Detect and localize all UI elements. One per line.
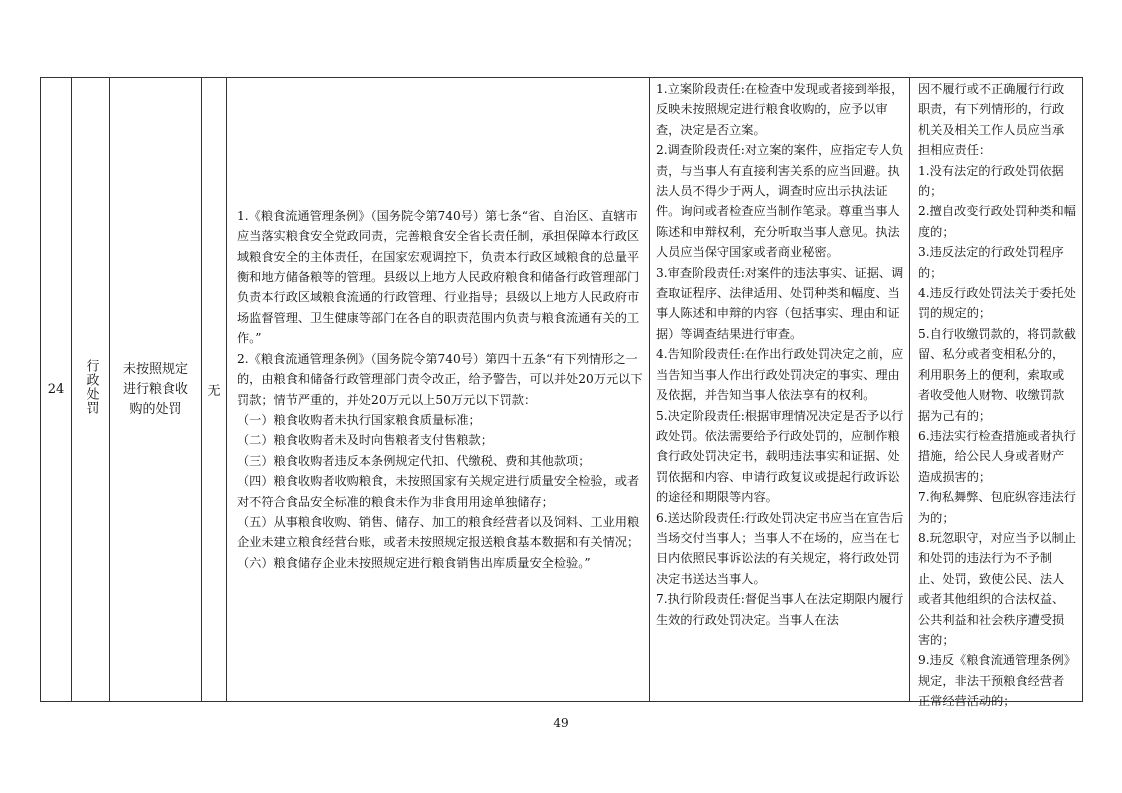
item-name-cell bbox=[110, 78, 202, 702]
accountability-item: 1.没有法定的行政处罚依据的； bbox=[918, 163, 1064, 199]
accountability-list bbox=[918, 78, 1076, 709]
accountability-cell bbox=[910, 78, 1083, 709]
sub-item-cell bbox=[202, 78, 227, 702]
responsibility-item: 4.告知阶段责任:在作出行政处罚决定之前，应当告知当事人作出行政处罚决定的事实、理由及依据，并告知当事人依法享有的权利。 bbox=[656, 347, 904, 403]
document-table bbox=[40, 77, 1083, 709]
table-row bbox=[41, 78, 1083, 702]
accountability-item: 6.违法实行检查措施或者执行措施，给公民人身或者财产造成损害的； bbox=[918, 428, 1076, 484]
legal-basis-cell bbox=[227, 78, 650, 702]
accountability-item: 3.违反法定的行政处罚程序的； bbox=[918, 245, 1064, 280]
accountability-item: 7.徇私舞弊、包庇纵容违法行为的； bbox=[918, 490, 1076, 525]
basis-paragraph: （一）粮食收购者未执行国家粮食质量标准； bbox=[237, 412, 481, 427]
sub-item-text: 无 bbox=[207, 384, 221, 399]
category-cell bbox=[72, 78, 110, 702]
basis-paragraph: （五）从事粮食收购、销售、储存、加工的粮食经营者以及饲料、工业用粮企业未建立粮食经营台账，或者未按照规定报送粮食基本数据和有关情况； bbox=[237, 514, 640, 550]
responsibility-item: 3.审查阶段责任:对案件的违法事实、证据、调查取证程序、法律适用、处罚种类和幅度、当事人陈述和申辩的内容（包括事实、理由和证据）等调查结果进行审查。 bbox=[656, 265, 904, 341]
responsibility-item: 6.送达阶段责任:行政处罚决定书应当在宣告后当场交付当事人；当事人不在场的，应当在七日内依照民事诉讼法的有关规定，将行政处罚决定书送达当事人。 bbox=[656, 510, 904, 586]
row-number bbox=[41, 78, 72, 702]
responsibility-list bbox=[656, 78, 905, 701]
basis-paragraph: （六）粮食储存企业未按照规定进行粮食销售出库质量安全检验。” bbox=[237, 555, 591, 570]
responsibility-item: 1.立案阶段责任:在检查中发现或者接到举报，反映未按照规定进行粮食收购的，应予以审查，决定是否立案。 bbox=[656, 82, 904, 137]
category-text: 行政处罚 bbox=[83, 358, 99, 415]
accountability-item: 5.自行收缴罚款的，将罚款截留、私分或者变相私分的，利用职务上的便利，索取或者收受他人财物、收缴罚款据为己有的； bbox=[918, 326, 1076, 423]
page-number: 49 bbox=[553, 716, 569, 730]
responsibility-cell bbox=[650, 78, 910, 702]
responsibility-item: 5.决定阶段责任:根据审理情况决定是否予以行政处罚。依法需要给予行政处罚的，应制作粮食行政处罚决定书，载明违法事实和证据、处罚依据和内容、申请行政复议或提起行政诉讼的途径和期限等内容。 bbox=[656, 408, 904, 505]
basis-paragraph: 1.《粮食流通管理条例》（国务院令第740号）第七条“省、自治区、直辖市应当落实粮食安全党政同责，完善粮食安全省长责任制，承担保障本行政区域粮食安全的主体责任，在国家宏观调控下，负责本行政区域粮食的总量平衡和地方储备粮等的管理。县级以上地方人民政府粮食和储备行政管理部门负责本行政区域粮食流通的行政管理、行业指导；县级以上地方人民政府市场监督管理、卫生健康等部门在各自的职责范围内负责与粮食流通有关的工作。” bbox=[237, 208, 640, 346]
accountability-item: 2.擅自改变行政处罚种类和幅度的； bbox=[918, 204, 1076, 239]
responsibility-item: 2.调查阶段责任:对立案的案件，应指定专人负责，与当事人有直接利害关系的应当回避。执法人员不得少于两人，调查时应出示执法证件。询问或者检查应当制作笔录。尊重当事人陈述和申辩权利，充分听取当事人意见。执法人员应当保守国家或者商业秘密。 bbox=[656, 143, 904, 260]
basis-paragraph: （二）粮食收购者未及时向售粮者支付售粮款； bbox=[237, 433, 493, 448]
accountability-item: 因不履行或不正确履行行政职责，有下列情形的，行政机关及相关工作人员应当承担相应责任： bbox=[918, 82, 1065, 158]
row-number-text: 24 bbox=[47, 382, 65, 397]
responsibility-item: 7.执行阶段责任:督促当事人在法定期限内履行生效的行政处罚决定。当事人在法 bbox=[656, 592, 904, 627]
item-name-text: 未按照规定进行粮食收购的处罚 bbox=[122, 361, 188, 417]
basis-paragraph: （四）粮食收购者收购粮食，未按照国家有关规定进行质量安全检验，或者对不符合食品安全标准的粮食未作为非食用用途单独储存； bbox=[237, 474, 640, 509]
accountability-item: 4.违反行政处罚法关于委托处罚的规定的； bbox=[918, 286, 1076, 321]
accountability-item: 9.违反《粮食流通管理条例》规定，非法干预粮食经营者正常经营活动的； bbox=[918, 653, 1076, 709]
basis-paragraph: （三）粮食收购者违反本条例规定代扣、代缴税、费和其他款项； bbox=[237, 453, 591, 468]
basis-paragraph: 2.《粮食流通管理条例》（国务院令第740号）第四十五条“有下列情形之一的，由粮食和储备行政管理部门责令改正，给予警告，可以并处20万元以下罚款；情节严重的，并处20万元以上50万元以下罚款： bbox=[237, 351, 643, 407]
accountability-item: 8.玩忽职守，对应当予以制止和处罚的违法行为不予制止、处罚，致使公民、法人或者其他组织的合法权益、公共利益和社会秩序遭受损害的； bbox=[918, 530, 1076, 647]
